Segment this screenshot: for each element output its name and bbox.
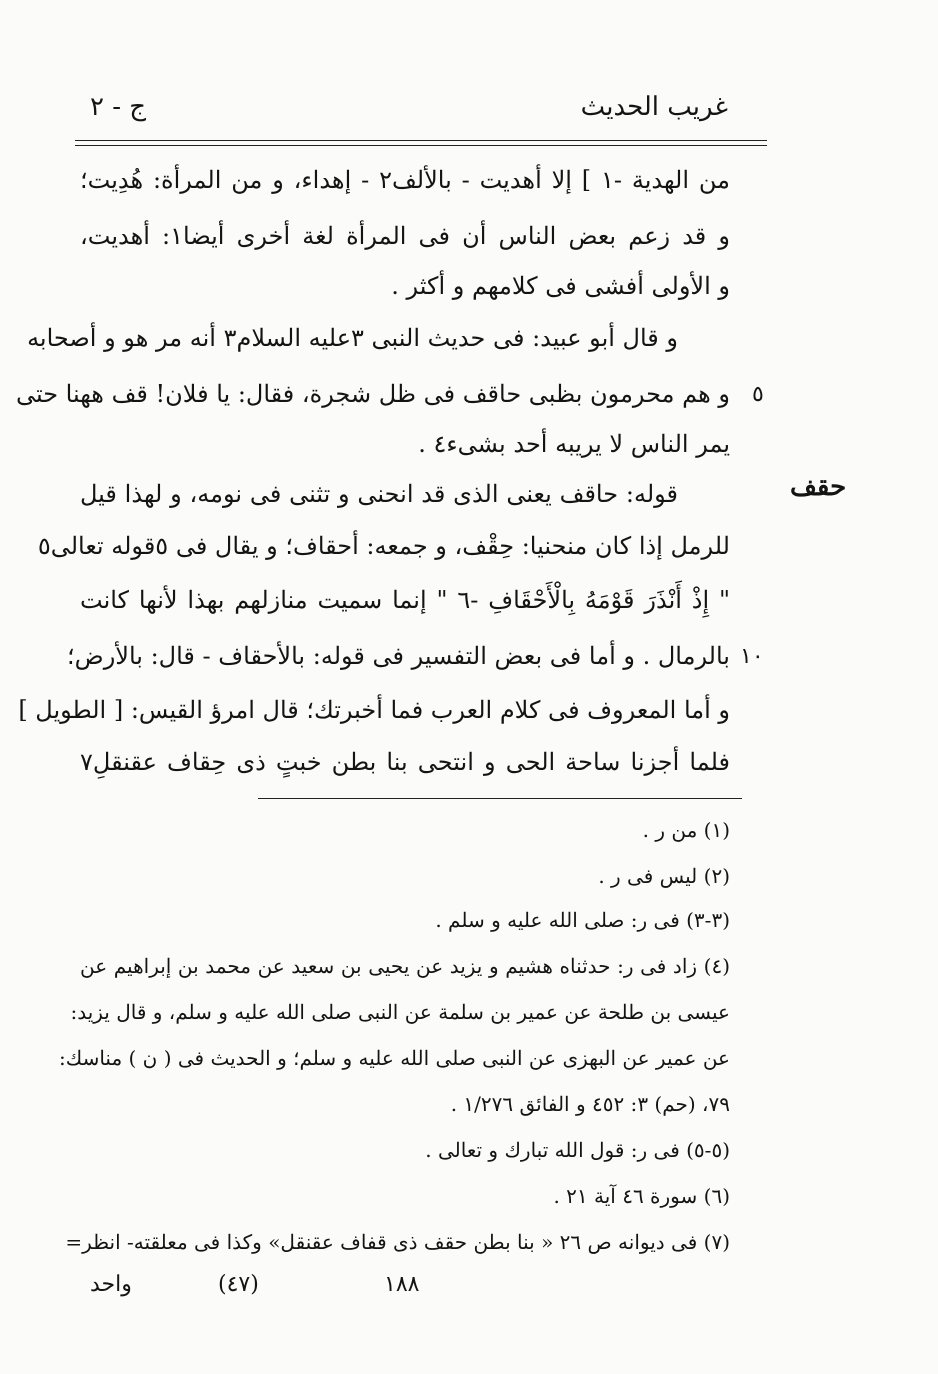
sheet-number: (٤٧): [218, 1272, 259, 1297]
body-line: و أما المعروف فى كلام العرب فما أخبرتك؛ قال امرؤ القيس: [ الطويل ]: [18, 696, 730, 724]
body-line: قوله: حاقف يعنى الذى قد انحنى و تثنى فى نومه، و لهذا قيل: [80, 480, 678, 508]
header-rule: [75, 140, 767, 141]
footnote: (٢) ليس فى ر .: [598, 864, 730, 888]
footnote: (١) من ر .: [642, 818, 730, 842]
footnote: عن عمير عن البهزى عن النبى صلى الله عليه و سلم؛ و الحديث فى ( ن ) مناسك:: [58, 1046, 730, 1070]
body-line: بالرمال . و أما فى بعض التفسير فى قوله: بالأحقاف - قال: بالأرض؛: [67, 642, 730, 670]
footnote: ٧٩، (حم) ٣: ٤٥٢ و الفائق ١/٢٧٦ .: [450, 1092, 730, 1116]
line-number: ١٠: [740, 644, 764, 669]
header-rule-secondary: [75, 145, 767, 146]
line-number: ٥: [752, 382, 764, 407]
body-line: و قال أبو عبيد: فى حديث النبى ٣عليه السلام٣ أنه مر هو و أصحابه: [27, 324, 678, 352]
footnote: عيسى بن طلحة عن عمير بن سلمة عن النبى صلى الله عليه و سلم، و قال يزيد:: [70, 1000, 730, 1024]
body-line: " إِذْ أَنْذَرَ قَوْمَهُ بِالْأَحْقَافِ -٦ " إنما سميت منازلهم بهذا لأنها كانت: [80, 586, 730, 614]
body-line: و قد زعم بعض الناس أن فى المرأة لغة أخرى أيضا١: أهديت،: [80, 222, 730, 250]
footnote: (٧) فى ديوانه ص ٢٦ « بنا بطن حقف ذى قفاف عقنقل» وكذا فى معلقته- انظر=: [65, 1230, 730, 1254]
body-line: و هم محرمون بظبى حاقف فى ظل شجرة، فقال: يا فلان! قف ههنا حتى: [15, 380, 730, 408]
body-line: من الهدية -١ ] إلا أهديت - بالألف٢ - إهداء، و من المرأة: هُدِيت؛: [80, 166, 730, 194]
footnote-rule: [258, 798, 742, 799]
footnote: (٦) سورة ٤٦ آية ٢١ .: [553, 1184, 730, 1208]
volume-label: ج - ٢: [90, 92, 147, 122]
body-line: يمر الناس لا يريبه أحد بشىء٤ .: [418, 430, 730, 458]
verse-line: فلما أجزنا ساحة الحى و انتحى بنا بطن خبتٍ ذى حِقاف عقنقلِ٧: [80, 748, 730, 776]
footnote: (٥-٥) فى ر: قول الله تبارك و تعالى .: [425, 1138, 730, 1162]
footnote: (٣-٣) فى ر: صلى الله عليه و سلم .: [435, 908, 730, 932]
body-line: للرمل إذا كان منحنيا: حِقْف، و جمعه: أحقاف؛ و يقال فى ٥قوله تعالى٥: [37, 532, 730, 560]
signature-mark: واحد: [90, 1272, 132, 1297]
page-number: ١٨٨: [384, 1272, 420, 1297]
running-title: غريب الحديث: [580, 92, 728, 122]
margin-keyword: حقف: [790, 472, 847, 502]
body-line: و الأولى أفشى فى كلامهم و أكثر .: [391, 272, 730, 300]
footnote: (٤) زاد فى ر: حدثناه هشيم و يزيد عن يحيى بن سعيد عن محمد بن إبراهيم عن: [80, 954, 730, 978]
